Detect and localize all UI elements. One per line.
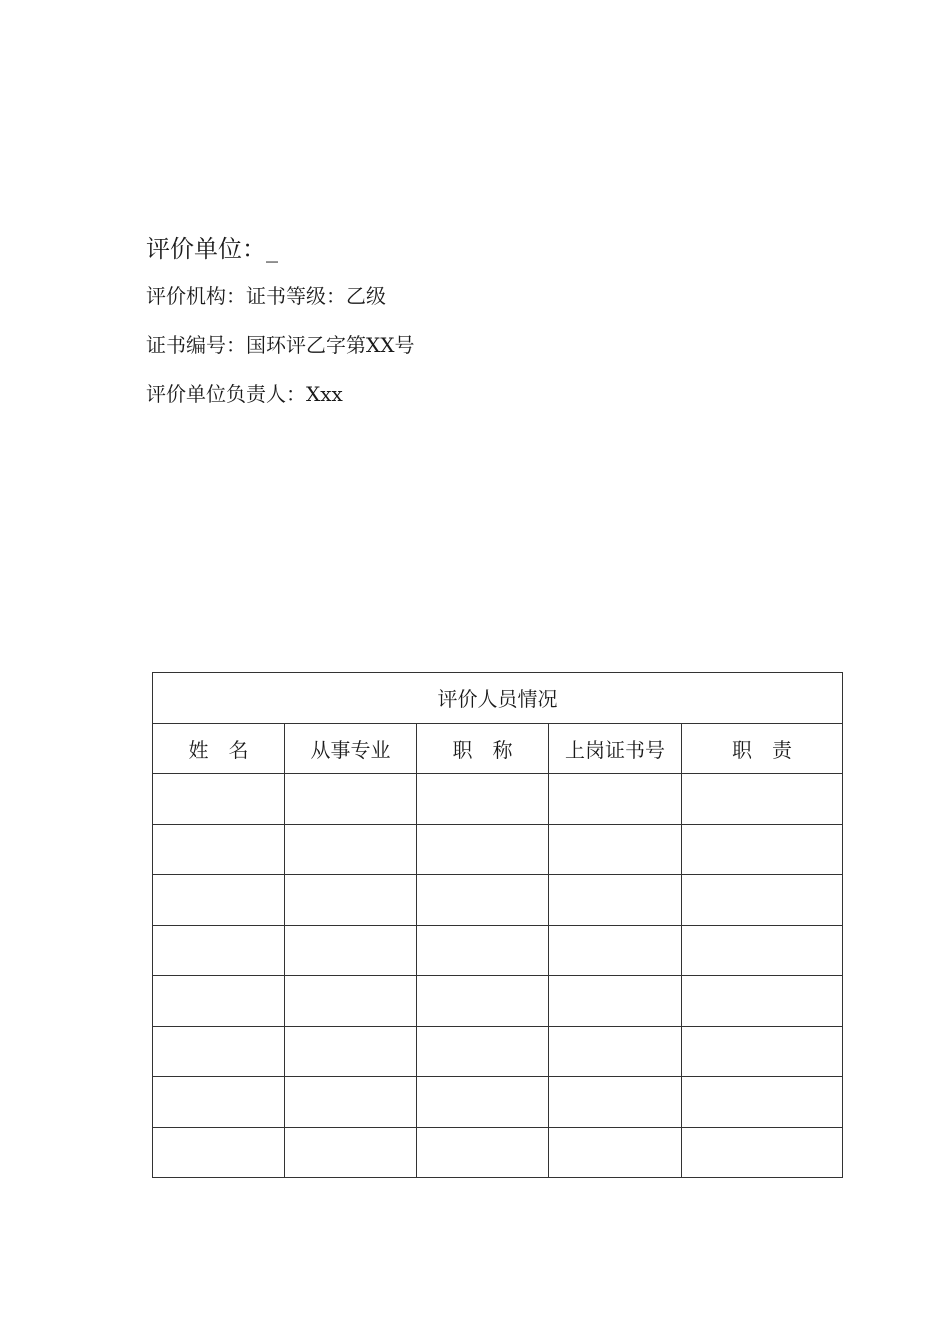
unit-manager-line: 评价单位负责人：Xxx [146,382,343,406]
evaluation-info [146,232,786,408]
table-row [153,1026,843,1077]
table-cell [417,976,549,1027]
table-cell [682,1026,843,1077]
table-cell [285,1077,417,1128]
table-cell [285,1026,417,1077]
table-cell [153,1127,285,1178]
column-header-title: 职 称 [417,723,549,774]
table-cell [549,824,682,875]
table-body [153,774,843,1178]
table-cell [682,1077,843,1128]
table-cell [549,1077,682,1128]
table-cell [285,925,417,976]
table-cell [153,1026,285,1077]
table-row [153,1127,843,1178]
table-cell [285,774,417,825]
table-cell [549,976,682,1027]
table-cell [153,925,285,976]
table-cell [682,824,843,875]
table-cell [285,875,417,926]
column-header-specialty: 从事专业 [285,723,417,774]
table-cell [682,875,843,926]
table-cell [417,1077,549,1128]
table-cell [417,1127,549,1178]
table-cell [285,976,417,1027]
table-cell [417,774,549,825]
table-cell [153,824,285,875]
table-cell [417,925,549,976]
table-cell [285,824,417,875]
table-row [153,774,843,825]
table-title: 评价人员情况 [153,673,843,724]
table-cell [682,976,843,1027]
table-header-row [153,723,843,774]
column-header-certificate: 上岗证书号 [549,723,682,774]
table-row [153,976,843,1027]
table-cell [285,1127,417,1178]
table-cell [153,1077,285,1128]
table-cell [549,1026,682,1077]
table-cell [682,774,843,825]
column-header-duty: 职 责 [682,723,843,774]
table-row [153,1077,843,1128]
table-cell [417,824,549,875]
table-row [153,875,843,926]
table-cell [549,774,682,825]
table-cell [417,1026,549,1077]
table-cell [153,976,285,1027]
table-cell [549,925,682,976]
table-cell [153,875,285,926]
table-cell [682,1127,843,1178]
table-row [153,824,843,875]
certificate-number-line: 证书编号：国环评乙字第XX号 [146,333,415,357]
table-cell [153,774,285,825]
table-cell [549,1127,682,1178]
staff-table [152,672,843,1178]
evaluation-institution-line: 评价机构：证书等级：乙级 [146,284,386,308]
table-cell [682,925,843,976]
table-cell [549,875,682,926]
column-header-name: 姓 名 [153,723,285,774]
table-cell [417,875,549,926]
table-title-row [153,673,843,724]
evaluation-unit-line: 评价单位：_ [146,235,278,263]
table-row [153,925,843,976]
